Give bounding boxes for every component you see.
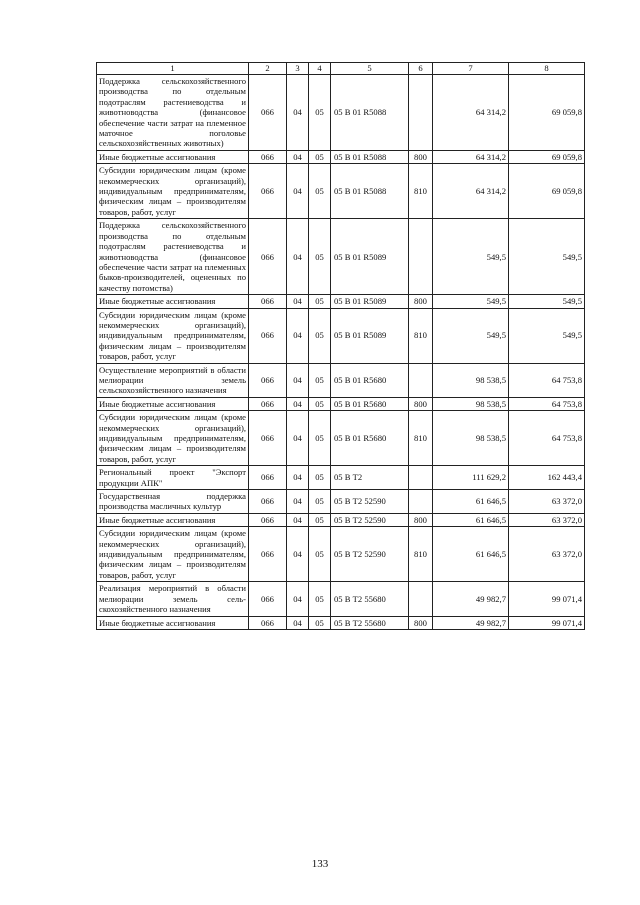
budget-item-name: Иные бюджетные ассигнования — [97, 616, 249, 629]
amount-year-1: 549,5 — [433, 308, 509, 363]
target-article-code: 05 В 01 R5089 — [331, 308, 409, 363]
target-article-code: 05 В 01 R5089 — [331, 295, 409, 308]
section-code: 04 — [287, 295, 309, 308]
amount-year-1: 64 314,2 — [433, 150, 509, 163]
expense-type-code — [409, 363, 433, 397]
amount-year-2: 64 753,8 — [509, 397, 585, 410]
subsection-code: 05 — [309, 397, 331, 410]
subsection-code: 05 — [309, 582, 331, 616]
subsection-code: 05 — [309, 363, 331, 397]
amount-year-2: 549,5 — [509, 219, 585, 295]
budget-item-name: Иные бюджетные ассигнования — [97, 397, 249, 410]
admin-code: 066 — [249, 527, 287, 582]
expense-type-code: 810 — [409, 527, 433, 582]
subsection-code: 05 — [309, 513, 331, 526]
column-header: 3 — [287, 63, 309, 75]
amount-year-1: 111 629,2 — [433, 466, 509, 490]
column-header: 4 — [309, 63, 331, 75]
target-article-code: 05 В 01 R5088 — [331, 75, 409, 151]
amount-year-1: 64 314,2 — [433, 164, 509, 219]
table-row — [97, 466, 585, 490]
table-row — [97, 616, 585, 629]
amount-year-2: 69 059,8 — [509, 164, 585, 219]
admin-code: 066 — [249, 75, 287, 151]
target-article-code: 05 В 01 R5680 — [331, 397, 409, 410]
budget-item-name: Региональный проект "Экспорт продукции АПК" — [97, 466, 249, 490]
table-row — [97, 513, 585, 526]
amount-year-2: 69 059,8 — [509, 75, 585, 151]
subsection-code: 05 — [309, 527, 331, 582]
budget-item-name: Субсидии юридическим лицам (кроме некоммерческих организаций), индивидуальным предпринимателям, физическим лицам – производителям товаров, работ, услуг — [97, 164, 249, 219]
section-code: 04 — [287, 75, 309, 151]
amount-year-2: 162 443,4 — [509, 466, 585, 490]
admin-code: 066 — [249, 490, 287, 514]
budget-item-name: Поддержка сельскохозяйственного производства по отдельным подотраслям растениеводства и животноводства (финансовое обеспечение части затрат на племенное маточное поголовье сельскохозяйственных животных) — [97, 75, 249, 151]
expense-type-code — [409, 75, 433, 151]
target-article-code: 05 В 01 R5680 — [331, 363, 409, 397]
budget-item-name: Осуществление мероприятий в области мелиорации земель сельскохозяйственного назначения — [97, 363, 249, 397]
admin-code: 066 — [249, 397, 287, 410]
subsection-code: 05 — [309, 150, 331, 163]
column-header: 8 — [509, 63, 585, 75]
amount-year-1: 61 646,5 — [433, 490, 509, 514]
amount-year-1: 61 646,5 — [433, 527, 509, 582]
admin-code: 066 — [249, 150, 287, 163]
expense-type-code: 810 — [409, 411, 433, 466]
table-row — [97, 219, 585, 295]
expense-type-code — [409, 582, 433, 616]
expense-type-code: 810 — [409, 164, 433, 219]
subsection-code: 05 — [309, 411, 331, 466]
subsection-code: 05 — [309, 466, 331, 490]
table-row — [97, 150, 585, 163]
amount-year-2: 63 372,0 — [509, 513, 585, 526]
target-article-code: 05 В Т2 — [331, 466, 409, 490]
admin-code: 066 — [249, 219, 287, 295]
target-article-code: 05 В 01 R5088 — [331, 164, 409, 219]
target-article-code: 05 В Т2 52590 — [331, 490, 409, 514]
table-row — [97, 397, 585, 410]
amount-year-2: 64 753,8 — [509, 411, 585, 466]
target-article-code: 05 В Т2 55680 — [331, 616, 409, 629]
section-code: 04 — [287, 527, 309, 582]
budget-item-name: Иные бюджетные ассигнования — [97, 513, 249, 526]
subsection-code: 05 — [309, 219, 331, 295]
admin-code: 066 — [249, 308, 287, 363]
expense-type-code: 800 — [409, 397, 433, 410]
amount-year-1: 98 538,5 — [433, 363, 509, 397]
budget-item-name: Поддержка сельскохозяйственного производства по отдельным подотраслям растениеводства и животноводства (финансовое обеспечение части затрат на племенных быков-производителей, оцененных по качеству потомства) — [97, 219, 249, 295]
column-header: 5 — [331, 63, 409, 75]
column-header: 2 — [249, 63, 287, 75]
expense-type-code: 800 — [409, 616, 433, 629]
subsection-code: 05 — [309, 295, 331, 308]
expense-type-code: 800 — [409, 513, 433, 526]
expense-type-code — [409, 219, 433, 295]
expense-type-code: 800 — [409, 295, 433, 308]
admin-code: 066 — [249, 466, 287, 490]
section-code: 04 — [287, 308, 309, 363]
section-code: 04 — [287, 397, 309, 410]
target-article-code: 05 В 01 R5680 — [331, 411, 409, 466]
expense-type-code: 810 — [409, 308, 433, 363]
admin-code: 066 — [249, 513, 287, 526]
subsection-code: 05 — [309, 490, 331, 514]
target-article-code: 05 В 01 R5088 — [331, 150, 409, 163]
amount-year-1: 49 982,7 — [433, 616, 509, 629]
column-header: 1 — [97, 63, 249, 75]
section-code: 04 — [287, 466, 309, 490]
table-row — [97, 363, 585, 397]
section-code: 04 — [287, 164, 309, 219]
section-code: 04 — [287, 411, 309, 466]
admin-code: 066 — [249, 616, 287, 629]
table-row — [97, 75, 585, 151]
table-row — [97, 582, 585, 616]
budget-item-name: Иные бюджетные ассигнования — [97, 295, 249, 308]
amount-year-1: 549,5 — [433, 295, 509, 308]
amount-year-1: 549,5 — [433, 219, 509, 295]
amount-year-2: 99 071,4 — [509, 616, 585, 629]
table-row — [97, 490, 585, 514]
subsection-code: 05 — [309, 308, 331, 363]
amount-year-2: 549,5 — [509, 295, 585, 308]
section-code: 04 — [287, 363, 309, 397]
table-row — [97, 295, 585, 308]
section-code: 04 — [287, 490, 309, 514]
table-row — [97, 527, 585, 582]
section-code: 04 — [287, 616, 309, 629]
target-article-code: 05 В 01 R5089 — [331, 219, 409, 295]
amount-year-1: 49 982,7 — [433, 582, 509, 616]
budget-table — [96, 62, 585, 630]
budget-item-name: Государственная поддержка производства масличных культур — [97, 490, 249, 514]
amount-year-1: 64 314,2 — [433, 75, 509, 151]
admin-code: 066 — [249, 363, 287, 397]
admin-code: 066 — [249, 582, 287, 616]
column-number-row — [97, 63, 585, 75]
page-number: 133 — [311, 858, 329, 870]
amount-year-2: 549,5 — [509, 308, 585, 363]
amount-year-2: 64 753,8 — [509, 363, 585, 397]
budget-item-name: Реализация мероприятий в области мелиорации земель сельскохозяйственного назначения — [97, 582, 249, 616]
section-code: 04 — [287, 150, 309, 163]
table-body — [97, 75, 585, 630]
amount-year-2: 63 372,0 — [509, 490, 585, 514]
expense-type-code: 800 — [409, 150, 433, 163]
table-row — [97, 164, 585, 219]
table-row — [97, 308, 585, 363]
target-article-code: 05 В Т2 52590 — [331, 527, 409, 582]
amount-year-2: 63 372,0 — [509, 527, 585, 582]
budget-item-name: Субсидии юридическим лицам (кроме некоммерческих организаций), индивидуальным предпринимателям, физическим лицам – производителям товаров, работ, услуг — [97, 411, 249, 466]
amount-year-1: 98 538,5 — [433, 397, 509, 410]
amount-year-2: 69 059,8 — [509, 150, 585, 163]
target-article-code: 05 В Т2 55680 — [331, 582, 409, 616]
budget-item-name: Субсидии юридическим лицам (кроме некоммерческих организаций), индивидуальным предпринимателям, физическим лицам – производителям товаров, работ, услуг — [97, 308, 249, 363]
amount-year-1: 98 538,5 — [433, 411, 509, 466]
expense-type-code — [409, 466, 433, 490]
budget-item-name: Субсидии юридическим лицам (кроме некоммерческих организаций), индивидуальным предпринимателям, физическим лицам – производителям товаров, работ, услуг — [97, 527, 249, 582]
subsection-code: 05 — [309, 616, 331, 629]
column-header: 7 — [433, 63, 509, 75]
admin-code: 066 — [249, 295, 287, 308]
target-article-code: 05 В Т2 52590 — [331, 513, 409, 526]
admin-code: 066 — [249, 164, 287, 219]
section-code: 04 — [287, 582, 309, 616]
subsection-code: 05 — [309, 75, 331, 151]
section-code: 04 — [287, 513, 309, 526]
subsection-code: 05 — [309, 164, 331, 219]
section-code: 04 — [287, 219, 309, 295]
admin-code: 066 — [249, 411, 287, 466]
column-header: 6 — [409, 63, 433, 75]
amount-year-1: 61 646,5 — [433, 513, 509, 526]
amount-year-2: 99 071,4 — [509, 582, 585, 616]
budget-item-name: Иные бюджетные ассигнования — [97, 150, 249, 163]
table-row — [97, 411, 585, 466]
expense-type-code — [409, 490, 433, 514]
